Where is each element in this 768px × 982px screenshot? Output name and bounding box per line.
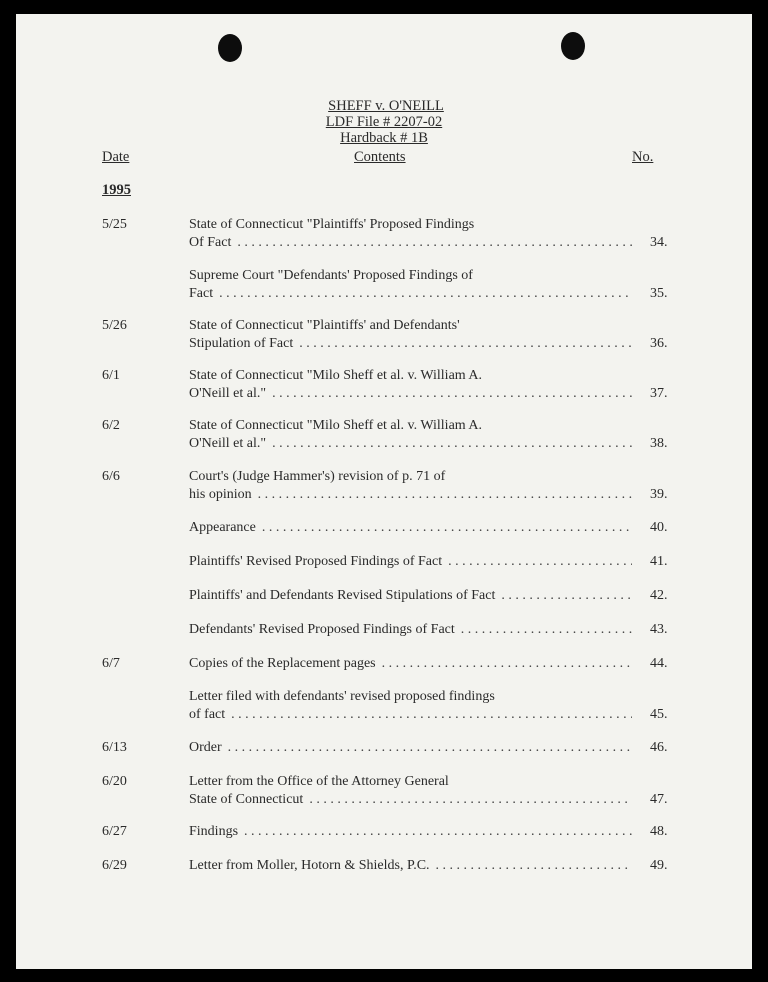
dot-leader — [244, 823, 632, 841]
entry-number: 45. — [650, 706, 668, 722]
entry-description-final-line — [189, 823, 638, 841]
column-header-contents: Contents — [354, 149, 406, 165]
dot-leader — [228, 739, 632, 757]
dot-leader — [501, 587, 632, 605]
entry-description-text: Stipulation of Fact — [189, 335, 294, 351]
dot-leader — [272, 385, 632, 403]
dot-leader — [299, 335, 632, 353]
entry-description-text: Plaintiffs' Revised Proposed Findings of Fact — [189, 554, 443, 569]
entry-description-final-line — [189, 587, 638, 605]
dot-leader — [436, 857, 632, 875]
entry-description-text: Findings — [189, 824, 239, 839]
entry-description — [189, 267, 669, 302]
entry-description-text: O'Neill et al." — [189, 435, 267, 451]
entry-description-final-line — [189, 335, 638, 353]
entry-description-line: State of Connecticut "Plaintiffs' Proposed Findings — [189, 217, 475, 232]
entry-description — [189, 216, 669, 251]
entry-description-final-line — [189, 486, 638, 504]
entry-number: 34. — [650, 234, 668, 250]
entry-description-final-line — [189, 435, 638, 453]
column-header-no: No. — [632, 149, 654, 165]
entry-description-line: State of Connecticut "Milo Sheff et al. v. William A. — [189, 418, 483, 433]
entry-number: 48. — [650, 824, 668, 839]
entry-description — [189, 367, 669, 402]
dot-leader — [309, 791, 632, 809]
entry-number: 47. — [650, 791, 668, 807]
entry-description-text: Copies of the Replacement pages — [189, 656, 376, 671]
entry-number: 49. — [650, 858, 668, 873]
entry-number: 36. — [650, 335, 668, 351]
entry-description-text: Of Fact — [189, 234, 232, 250]
dot-leader — [272, 435, 632, 453]
entry-description — [189, 417, 669, 452]
entry-description-final-line — [189, 857, 638, 875]
year-heading: 1995 — [102, 182, 131, 198]
entry-description — [189, 468, 669, 503]
entry-date: 6/6 — [102, 469, 120, 484]
punch-hole-right — [561, 32, 585, 60]
entry-date: 6/27 — [102, 824, 127, 839]
entry-description-final-line — [189, 234, 638, 252]
entry-number: 44. — [650, 656, 668, 671]
entry-description-text: Plaintiffs' and Defendants Revised Stipulations of Fact — [189, 588, 496, 603]
punch-hole-left — [218, 34, 242, 62]
entry-description-text: Fact — [189, 285, 214, 301]
entry-description-line: Court's (Judge Hammer's) revision of p. 71 of — [189, 469, 446, 484]
entry-date: 6/13 — [102, 740, 127, 755]
entry-description-text: Letter from Moller, Hotorn & Shields, P.C. — [189, 858, 430, 873]
entry-description-line: Supreme Court "Defendants' Proposed Findings of — [189, 268, 473, 283]
entry-description — [189, 317, 669, 352]
entry-description-text: Appearance — [189, 520, 256, 535]
entry-description-text: his opinion — [189, 486, 252, 502]
entry-description-final-line — [189, 791, 638, 809]
entry-date: 6/2 — [102, 418, 120, 433]
dot-leader — [262, 519, 632, 537]
hardback-number: Hardback # 1B — [340, 130, 428, 146]
entry-description-text: O'Neill et al." — [189, 385, 267, 401]
entry-number: 40. — [650, 520, 668, 535]
entry-description — [189, 519, 669, 537]
entry-number: 37. — [650, 385, 668, 401]
dot-leader — [258, 486, 632, 504]
entry-description-final-line — [189, 621, 638, 639]
dot-leader — [382, 655, 632, 673]
entry-description — [189, 553, 669, 571]
entry-description-text: Defendants' Revised Proposed Findings of Fact — [189, 622, 455, 637]
dot-leader — [448, 553, 632, 571]
entry-description-line: State of Connecticut "Milo Sheff et al. v. William A. — [189, 368, 483, 383]
entry-description-final-line — [189, 285, 638, 303]
entry-number: 43. — [650, 622, 668, 637]
entry-number: 39. — [650, 486, 668, 502]
entry-description — [189, 621, 669, 639]
entry-number: 46. — [650, 740, 668, 755]
dot-leader — [237, 234, 632, 252]
entry-description-line: Letter filed with defendants' revised proposed findings — [189, 689, 495, 704]
entry-description-text: Order — [189, 740, 222, 755]
entry-number: 41. — [650, 554, 668, 569]
entry-description — [189, 773, 669, 808]
entry-date: 6/1 — [102, 368, 120, 383]
dot-leader — [231, 706, 632, 724]
entry-description-final-line — [189, 553, 638, 571]
document-header — [16, 98, 752, 146]
entry-number: 42. — [650, 588, 668, 603]
entry-description-final-line — [189, 706, 638, 724]
entry-description-final-line — [189, 655, 638, 673]
entry-description-text: State of Connecticut — [189, 791, 304, 807]
entry-date: 6/20 — [102, 774, 127, 789]
case-title: SHEFF v. O'NEILL — [328, 98, 444, 114]
entry-date: 5/26 — [102, 318, 127, 333]
entry-description-final-line — [189, 519, 638, 537]
entry-description — [189, 739, 669, 757]
entry-description — [189, 688, 669, 723]
entry-description-line: Letter from the Office of the Attorney General — [189, 774, 449, 789]
entry-description-final-line — [189, 739, 638, 757]
entry-number: 35. — [650, 285, 668, 301]
entry-date: 6/7 — [102, 656, 120, 671]
entry-description-line: State of Connecticut "Plaintiffs' and Defendants' — [189, 318, 460, 333]
entry-description-final-line — [189, 385, 638, 403]
dot-leader — [219, 285, 632, 303]
entry-description — [189, 823, 669, 841]
entry-number: 38. — [650, 435, 668, 451]
entry-date: 6/29 — [102, 858, 127, 873]
entry-date: 5/25 — [102, 217, 127, 232]
entry-description — [189, 857, 669, 875]
dot-leader — [461, 621, 632, 639]
document-page — [16, 14, 752, 969]
column-header-date: Date — [102, 149, 130, 165]
entry-description-text: of fact — [189, 706, 226, 722]
file-number: LDF File # 2207-02 — [325, 114, 443, 130]
entry-description — [189, 655, 669, 673]
entry-description — [189, 587, 669, 605]
